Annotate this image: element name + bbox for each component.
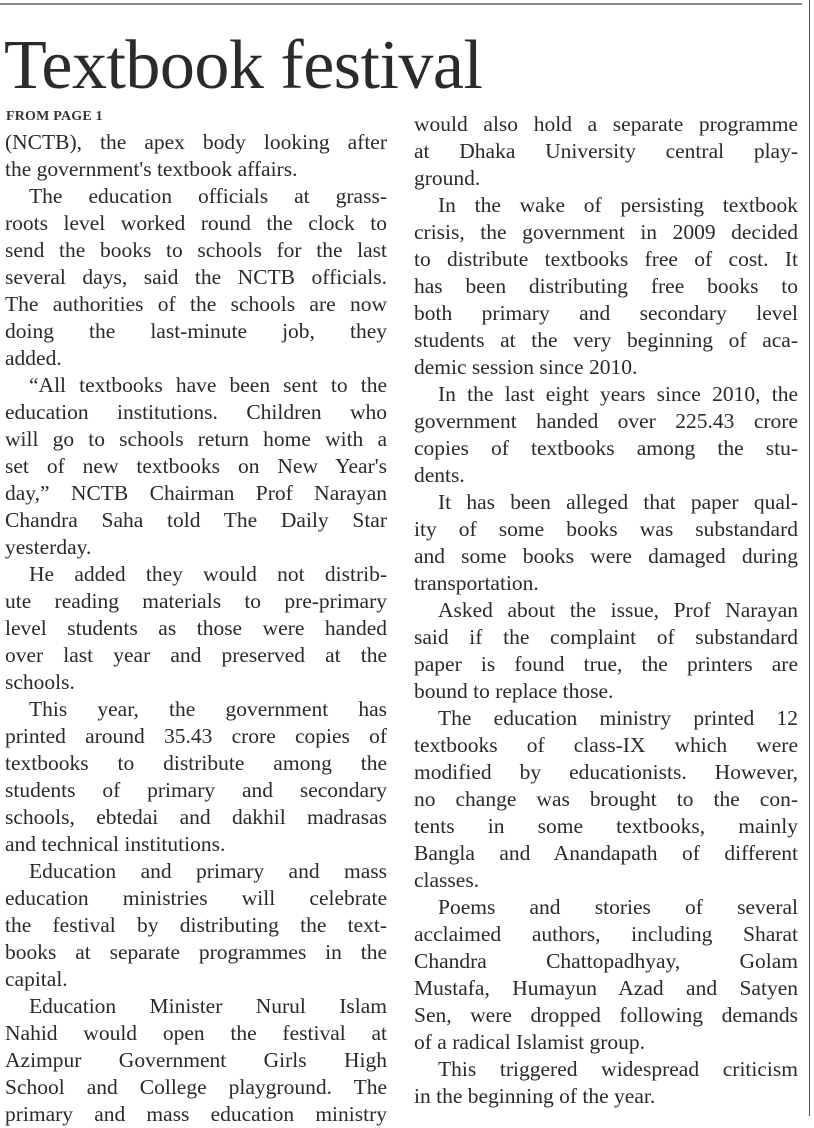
- text-line: set of new textbooks on New Year's: [5, 454, 387, 478]
- text-line: Nahid would open the festival at: [5, 1021, 387, 1045]
- text-line: “All textbooks have been sent to the: [29, 373, 387, 397]
- text-line: dents.: [414, 463, 465, 487]
- text-line: no change was brought to the con-: [414, 787, 798, 811]
- text-line: textbooks to distribute among the: [5, 751, 387, 775]
- text-line: printed around 35.43 crore copies of: [5, 724, 387, 748]
- text-line: Education Minister Nurul Islam: [29, 994, 387, 1018]
- text-line: classes.: [414, 868, 480, 892]
- text-line: schools.: [5, 670, 75, 694]
- text-line: copies of textbooks among the stu-: [414, 436, 798, 460]
- text-line: ute reading materials to pre-primary: [5, 589, 387, 613]
- text-line: (NCTB), the apex body looking after: [5, 130, 387, 154]
- paragraph: [5, 993, 387, 1128]
- text-line: the festival by distributing the text-: [5, 913, 387, 937]
- paragraph: [5, 561, 387, 696]
- paragraph: [414, 192, 798, 381]
- text-line: books at separate programmes in the: [5, 940, 387, 964]
- paragraph: [5, 129, 387, 183]
- text-line: textbooks of class-IX which were: [414, 733, 798, 757]
- text-line: Azimpur Government Girls High: [5, 1048, 387, 1072]
- text-line: students at the very beginning of aca-: [414, 328, 798, 352]
- text-line: the government's textbook affairs.: [5, 157, 298, 181]
- text-line: has been distributing free books to: [414, 274, 798, 298]
- continuation-label: FROM PAGE 1: [6, 109, 103, 124]
- text-line: in the beginning of the year.: [414, 1084, 656, 1108]
- text-line: day,” NCTB Chairman Prof Narayan: [5, 481, 387, 505]
- text-line: ground.: [414, 166, 481, 190]
- paragraph: [5, 183, 387, 372]
- paragraph: [414, 381, 798, 489]
- text-line: and some books were damaged during: [414, 544, 798, 568]
- text-line: schools, ebtedai and dakhil madrasas: [5, 805, 387, 829]
- text-line: added.: [5, 346, 62, 370]
- text-line: Chandra Chattopadhyay, Golam: [414, 949, 798, 973]
- text-line: primary and mass education ministry: [5, 1102, 387, 1126]
- text-line: both primary and secondary level: [414, 301, 798, 325]
- paragraph: [414, 597, 798, 705]
- text-line: to distribute textbooks free of cost. It: [414, 247, 798, 271]
- text-line: education institutions. Children who: [5, 400, 387, 424]
- column-rule: [809, 0, 810, 1116]
- paragraph: [5, 858, 387, 993]
- text-line: The education officials at grass-: [29, 184, 387, 208]
- text-line: Asked about the issue, Prof Narayan: [438, 598, 798, 622]
- text-line: bound to replace those.: [414, 679, 614, 703]
- text-line: ity of some books was substandard: [414, 517, 798, 541]
- text-line: education ministries will celebrate: [5, 886, 387, 910]
- text-line: It has been alleged that paper qual-: [438, 490, 798, 514]
- text-line: yesterday.: [5, 535, 92, 559]
- paragraph: [414, 1056, 798, 1110]
- top-rule: [0, 3, 802, 5]
- article-column-1: [5, 129, 387, 1128]
- text-line: Chandra Saha told The Daily Star: [5, 508, 387, 532]
- text-line: acclaimed authors, including Sharat: [414, 922, 798, 946]
- text-line: Sen, were dropped following demands: [414, 1003, 798, 1027]
- text-line: would also hold a separate programme: [414, 112, 798, 136]
- text-line: In the wake of persisting textbook: [438, 193, 798, 217]
- text-line: will go to schools return home with a: [5, 427, 387, 451]
- text-line: send the books to schools for the last: [5, 238, 387, 262]
- text-line: capital.: [5, 967, 68, 991]
- paragraph: [414, 894, 798, 1056]
- text-line: over last year and preserved at the: [5, 643, 387, 667]
- paragraph: [5, 372, 387, 561]
- text-line: modified by educationists. However,: [414, 760, 798, 784]
- text-line: roots level worked round the clock to: [5, 211, 387, 235]
- text-line: School and College playground. The: [5, 1075, 387, 1099]
- text-line: He added they would not distrib-: [29, 562, 387, 586]
- text-line: crisis, the government in 2009 decided: [414, 220, 798, 244]
- text-line: This triggered widespread criticism: [438, 1057, 798, 1081]
- text-line: demic session since 2010.: [414, 355, 638, 379]
- text-line: The authorities of the schools are now: [5, 292, 387, 316]
- text-line: doing the last-minute job, they: [5, 319, 387, 343]
- text-line: paper is found true, the printers are: [414, 652, 798, 676]
- text-line: of a radical Islamist group.: [414, 1030, 646, 1054]
- text-line: Poems and stories of several: [438, 895, 798, 919]
- text-line: students of primary and secondary: [5, 778, 387, 802]
- headline: Textbook festival: [4, 27, 483, 104]
- paragraph: [414, 111, 798, 192]
- text-line: level students as those were handed: [5, 616, 387, 640]
- paragraph: [5, 696, 387, 858]
- paragraph: [414, 705, 798, 894]
- text-line: Bangla and Anandapath of different: [414, 841, 798, 865]
- text-line: several days, said the NCTB officials.: [5, 265, 387, 289]
- text-line: government handed over 225.43 crore: [414, 409, 798, 433]
- text-line: and technical institutions.: [5, 832, 226, 856]
- text-line: This year, the government has: [29, 697, 387, 721]
- text-line: tents in some textbooks, mainly: [414, 814, 798, 838]
- text-line: said if the complaint of substandard: [414, 625, 798, 649]
- article-column-2: [414, 111, 798, 1110]
- text-line: at Dhaka University central play-: [414, 139, 798, 163]
- text-line: transportation.: [414, 571, 539, 595]
- text-line: Mustafa, Humayun Azad and Satyen: [414, 976, 798, 1000]
- text-line: In the last eight years since 2010, the: [438, 382, 798, 406]
- text-line: Education and primary and mass: [29, 859, 387, 883]
- paragraph: [414, 489, 798, 597]
- text-line: The education ministry printed 12: [438, 706, 798, 730]
